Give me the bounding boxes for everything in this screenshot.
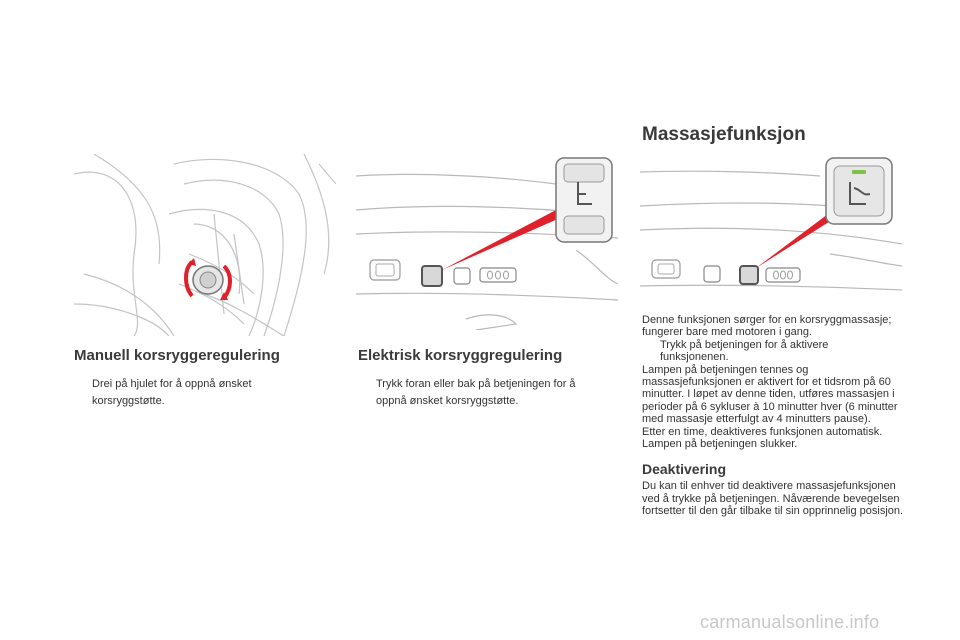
massage-bullet-text: Trykk på betjeningen for å aktivere funksjonenen. <box>660 338 829 364</box>
electric-title: Elektrisk korsryggregulering <box>358 347 563 364</box>
deactivate-body: Du kan til enhver tid deaktivere massasjefunksjonen ved å trykke på betjeningen. Nåværende bevegelsen fortsetter til den går tilbake til sin opprinnelig posisjon. <box>642 480 904 518</box>
massage-heading <box>642 123 904 147</box>
lumbar-switch-closeup <box>556 158 612 242</box>
door-panel-drawing <box>356 154 618 330</box>
pointer-line <box>442 210 560 270</box>
manual-bullet <box>74 376 334 410</box>
massage-illustration <box>640 154 902 300</box>
electric-lumbar-illustration <box>356 154 618 330</box>
electric-bullet-text: Trykk foran eller bak på betjeningen for å oppnå ønsket korsryggstøtte. <box>376 378 576 407</box>
bullet-mark <box>74 376 92 377</box>
bullet-mark <box>358 376 376 377</box>
massage-body-2: Etter en time, deaktiveres funksjonen automatisk. Lampen på betjeningen slukker. <box>642 425 883 451</box>
massage-title: Massasjefunksjon <box>642 124 806 145</box>
massage-section <box>642 314 906 518</box>
massage-bullet <box>642 339 906 364</box>
manual-section <box>74 346 334 410</box>
deactivate-title: Deaktivering <box>642 461 727 478</box>
manual-lumbar-illustration <box>74 154 336 336</box>
massage-door-drawing <box>640 154 902 300</box>
massage-body-1: Lampen på betjeningen tennes og massasjefunksjonen er aktivert for et tidsrom på 60 minutter. I løpet av denne tiden, utføres massasjen i perioder på 6 sykluser à 10 minutter hver (6 minutter med massasje etterfulgt av 4 minutters pause). <box>642 363 898 426</box>
electric-bullet <box>358 376 620 410</box>
seat-drawing <box>74 154 336 336</box>
lamp-green <box>852 170 866 174</box>
watermark: carmanualsonline.info <box>700 612 880 632</box>
manual-title: Manuell korsryggeregulering <box>74 347 280 364</box>
electric-section <box>358 346 620 410</box>
massage-intro: Denne funksjonen sørger for en korsryggmassasje; fungerer bare med motoren i gang. <box>642 314 892 339</box>
massage-switch-closeup <box>826 158 892 224</box>
manual-bullet-text: Drei på hjulet for å oppnå ønsket korsryggstøtte. <box>92 378 252 407</box>
pointer-line-massage <box>756 214 832 268</box>
